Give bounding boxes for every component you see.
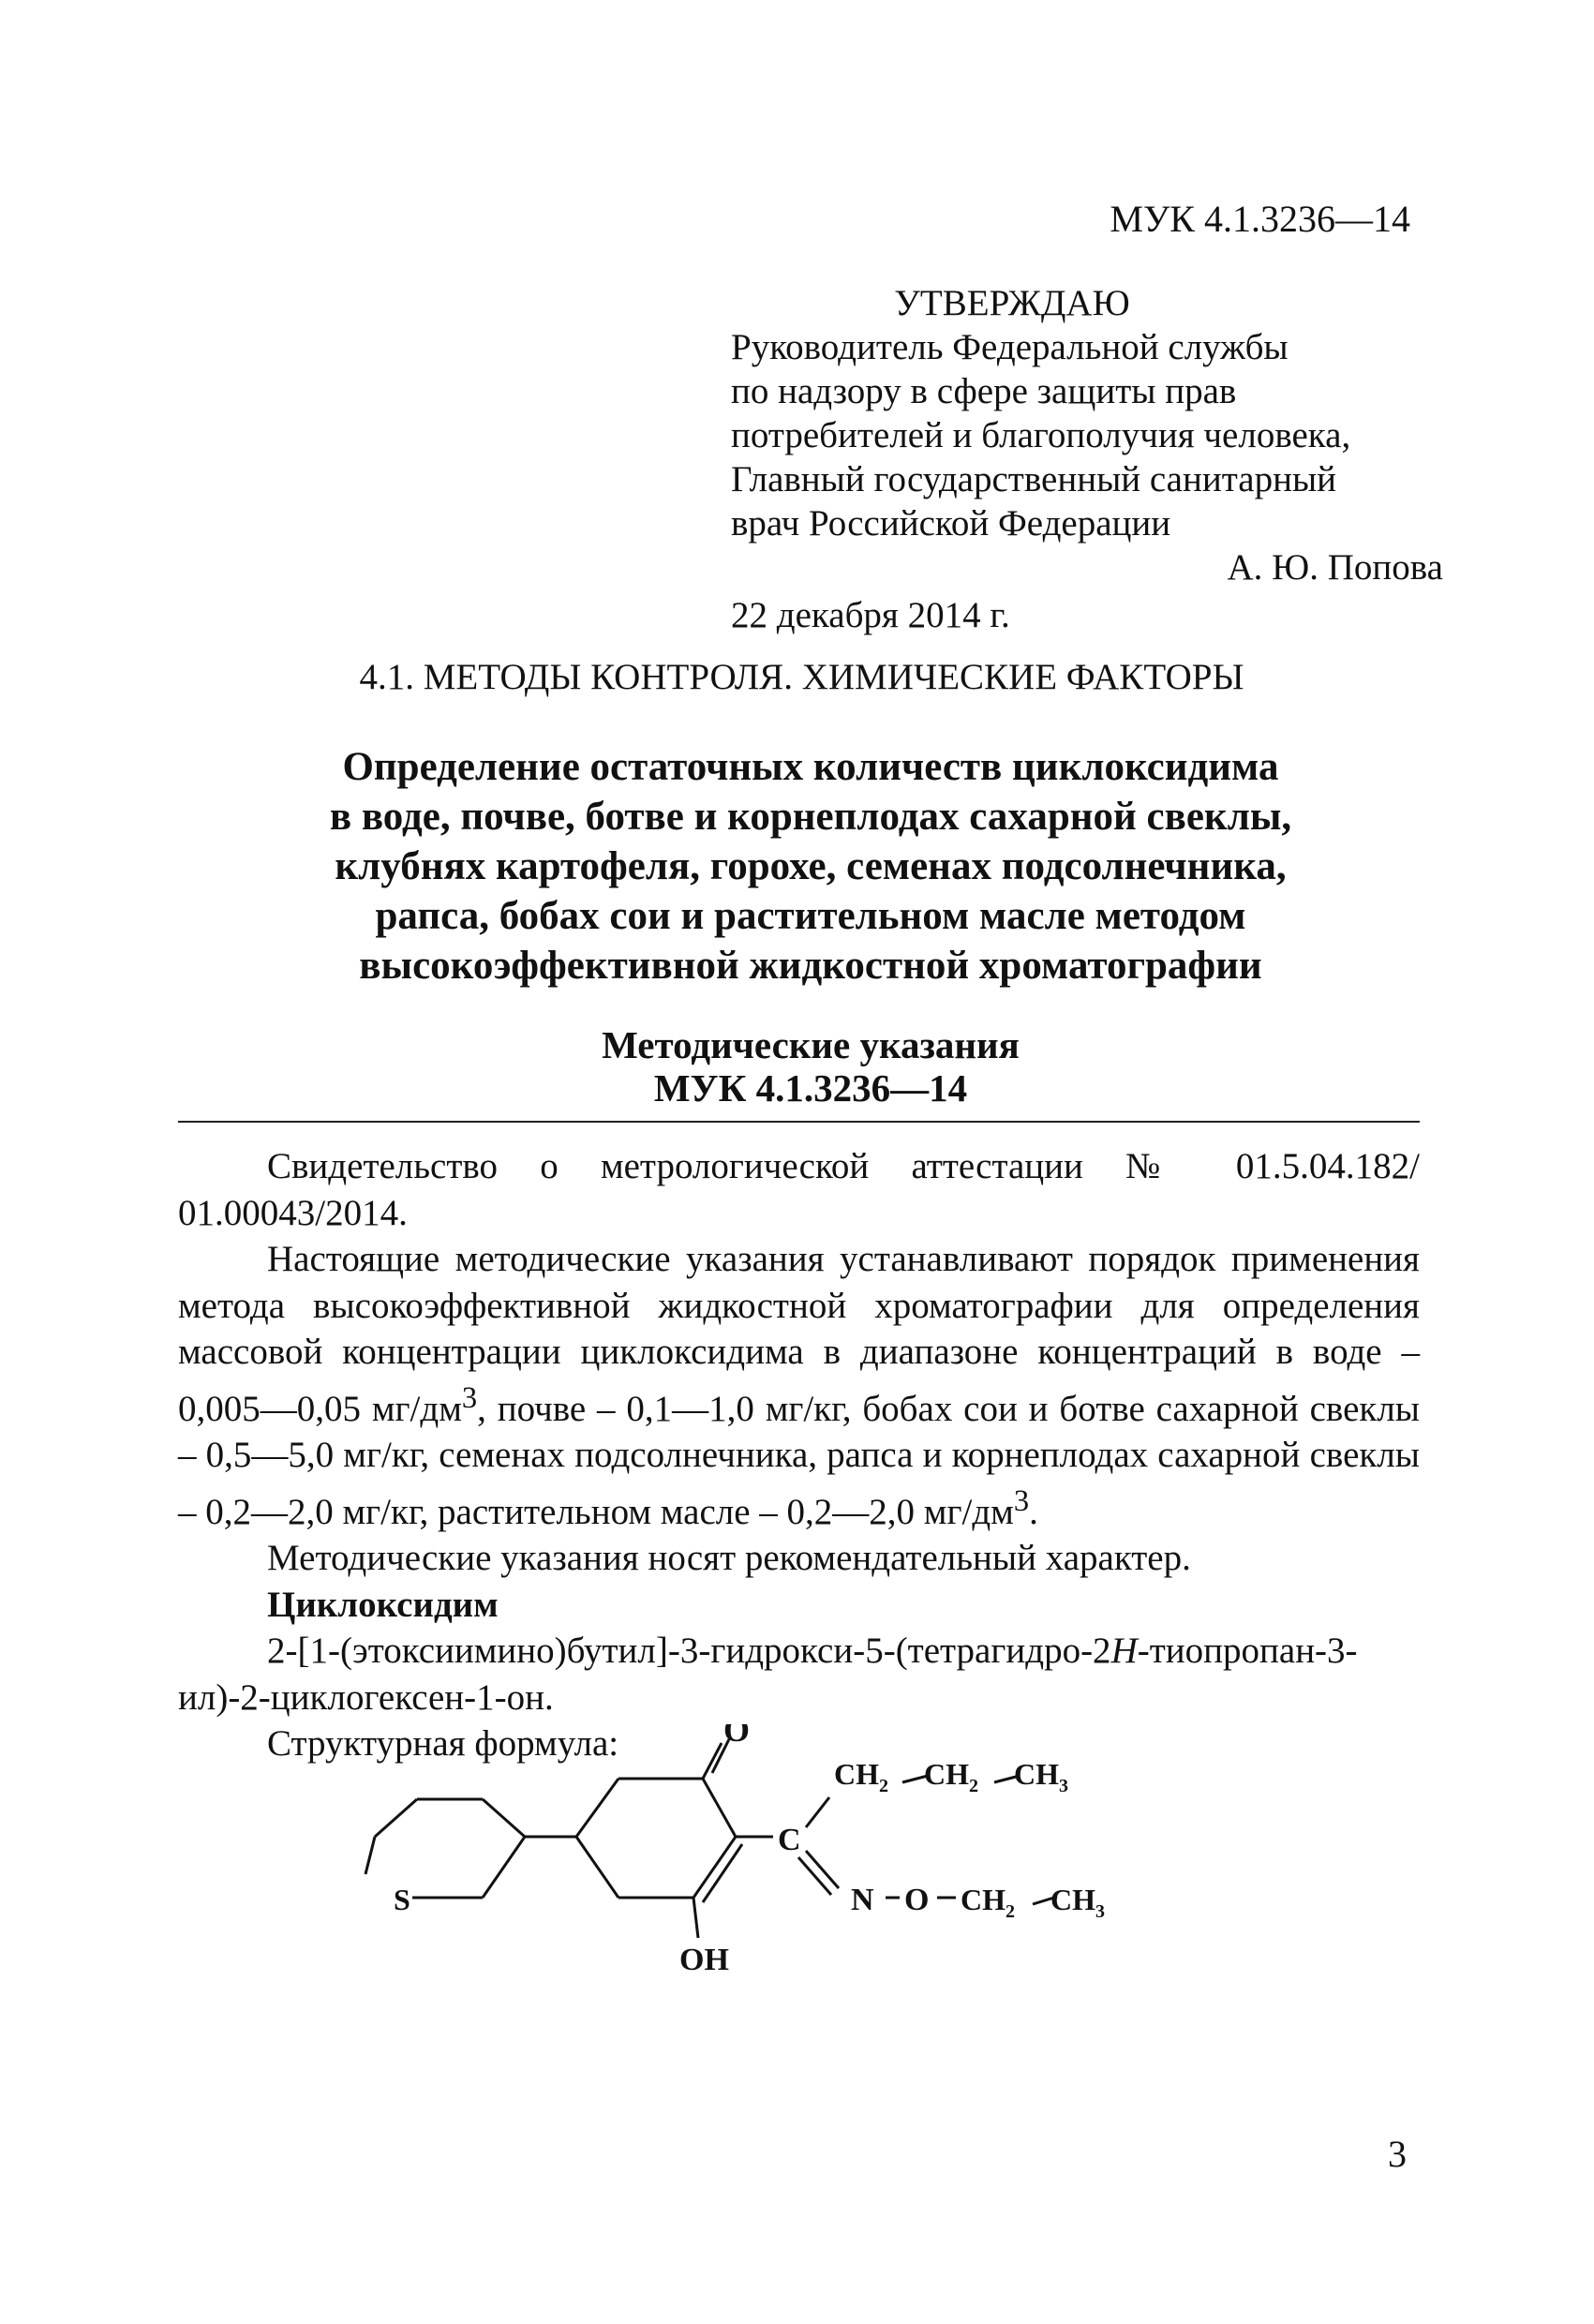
nitrogen-atom: N bbox=[851, 1883, 874, 1917]
title-line: высокоэффективной жидкостной хроматографии bbox=[359, 944, 1262, 988]
certificate-word: аттестации bbox=[911, 1146, 1083, 1186]
ch-group: CH bbox=[834, 1757, 879, 1791]
subscript: 2 bbox=[969, 1776, 978, 1796]
hydroxyl-group: OH bbox=[679, 1943, 729, 1977]
horizontal-rule bbox=[178, 1121, 1420, 1123]
carbon-atom: C bbox=[778, 1823, 801, 1857]
superscript: 3 bbox=[1013, 1483, 1030, 1518]
title-line: клубнях картофеля, горохе, семенах подсолнечника, bbox=[335, 844, 1287, 888]
substance-name: Циклоксидим bbox=[267, 1584, 499, 1625]
sulfur-atom: S bbox=[394, 1883, 410, 1916]
propyl-group bbox=[834, 1757, 1068, 1796]
superscript: 3 bbox=[461, 1380, 478, 1415]
ch-group: CH bbox=[1014, 1757, 1059, 1791]
subscript: 2 bbox=[879, 1776, 888, 1796]
intro-paragraph bbox=[178, 1236, 1420, 1535]
iupac-name bbox=[178, 1628, 1420, 1721]
section-heading: 4.1. МЕТОДЫ КОНТРОЛЯ. ХИМИЧЕСКИЕ ФАКТОРЫ bbox=[359, 657, 1244, 697]
intro-end: . bbox=[1029, 1491, 1038, 1532]
carbonyl-oxygen: O bbox=[723, 1724, 751, 1749]
title-line: в воде, почве, ботве и корнеплодах сахарной свеклы, bbox=[329, 795, 1292, 839]
ch-group: CH bbox=[924, 1757, 969, 1791]
document-body bbox=[178, 1143, 1420, 1767]
approval-signatory: А. Ю. Попова bbox=[1227, 547, 1443, 588]
approval-line: Руководитель Федеральной службы bbox=[731, 327, 1289, 367]
subtitle-code: МУК 4.1.3236—14 bbox=[653, 1066, 968, 1110]
structure-label: Структурная формула: bbox=[267, 1723, 619, 1764]
approval-title: УТВЕРЖДАЮ bbox=[894, 283, 1130, 323]
certificate-word: Свидетельство bbox=[267, 1146, 499, 1186]
ethyl-group bbox=[961, 1883, 1105, 1922]
document-subtitle bbox=[187, 1023, 1434, 1110]
approval-block bbox=[731, 281, 1443, 637]
certificate-word: о bbox=[540, 1146, 559, 1186]
approval-line: по надзору в сфере защиты прав bbox=[731, 371, 1237, 411]
structural-formula bbox=[319, 1724, 1218, 2043]
approval-line: потребителей и благополучия человека, bbox=[731, 415, 1351, 455]
title-line: Определение остаточных количеств циклоксидима bbox=[342, 745, 1279, 789]
page-number: 3 bbox=[1388, 2133, 1407, 2175]
certificate-word: метрологической bbox=[600, 1146, 870, 1186]
iupac-part: 2-[1-(этоксиимино)бутил]-3-гидрокси-5-(тетрагидро-2 bbox=[267, 1631, 1111, 1671]
ch-group: CH bbox=[1050, 1883, 1095, 1916]
approval-line: врач Российской Федерации bbox=[731, 503, 1171, 544]
intro-text-1: Настоящие методические указания устанавливают порядок применения метода высокоэффективной жидкостной хроматографии для определения массовой концентрации циклоксидима в диапазоне концентраций в воде – 0,005—0,05 мг/дм bbox=[178, 1239, 1420, 1429]
certificate-continuation: 01.00043/2014. bbox=[178, 1192, 408, 1233]
approval-line: Главный государственный санитарный bbox=[731, 459, 1337, 499]
certificate-line bbox=[178, 1143, 1420, 1190]
subscript: 3 bbox=[1059, 1776, 1068, 1796]
subscript: 3 bbox=[1095, 1901, 1105, 1922]
ch-group: CH bbox=[961, 1883, 1006, 1916]
approval-date: 22 декабря 2014 г. bbox=[731, 595, 1010, 635]
note-paragraph: Методические указания носят рекомендательный характер. bbox=[267, 1538, 1191, 1578]
subtitle-line: Методические указания bbox=[602, 1023, 1020, 1066]
iupac-italic: H bbox=[1110, 1631, 1138, 1671]
oxygen-atom: O bbox=[904, 1883, 930, 1917]
document-code: МУК 4.1.3236—14 bbox=[1110, 198, 1410, 240]
title-line: рапса, бобах сои и растительном масле методом bbox=[375, 894, 1246, 938]
intro-text-2: , почве – 0,1—1,0 мг/кг, бобах сои и ботве сахарной свеклы – 0,5—5,0 мг/кг, семенах подсолнечника, рапса и корнеплодах сахарной свеклы – 0,2—2,0 мг/кг, растительном масле – 0,2—2,0 мг/дм bbox=[178, 1388, 1420, 1532]
certificate-number: № 01.5.04.182/ bbox=[1125, 1146, 1421, 1186]
structural-formula-drawing bbox=[319, 1724, 1218, 2043]
subscript: 2 bbox=[1006, 1901, 1015, 1922]
iupac-part: -тиопропан-3-ил)-2-циклогексен-1-он. bbox=[178, 1631, 1358, 1718]
document-title bbox=[187, 742, 1434, 991]
